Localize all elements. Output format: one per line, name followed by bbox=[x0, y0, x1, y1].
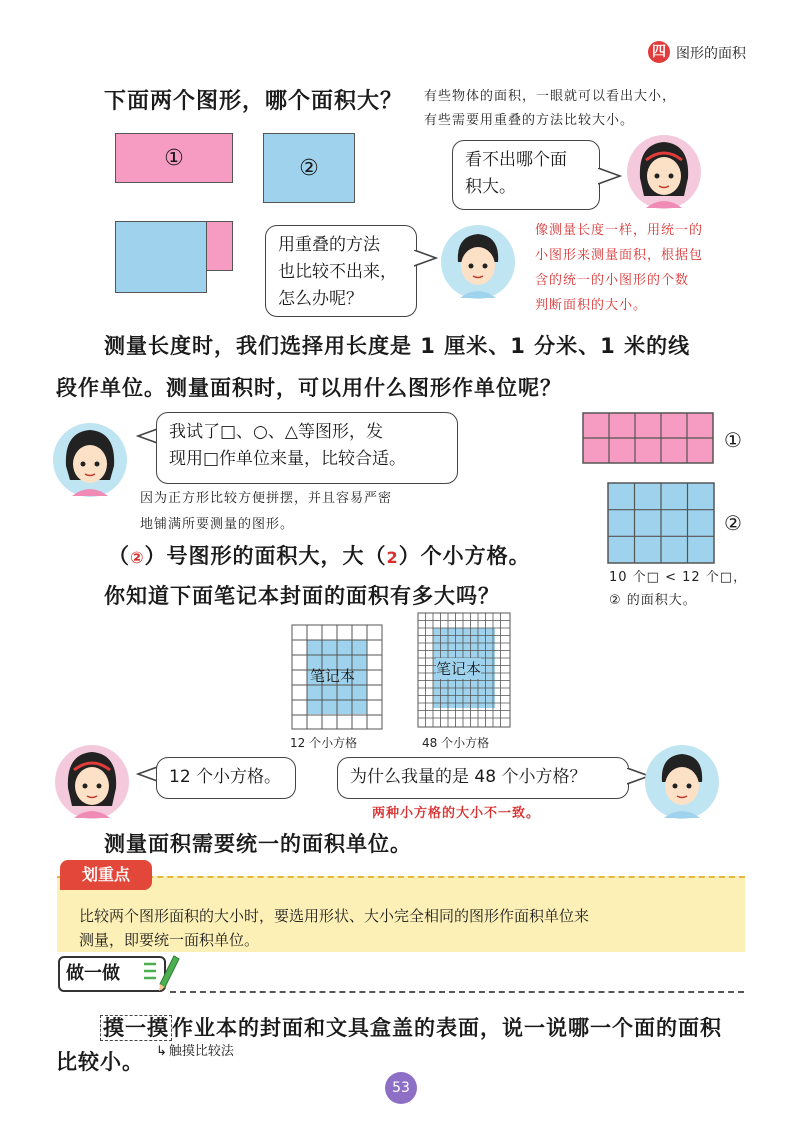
exercise-divider bbox=[170, 991, 744, 993]
grid-label-2: ② bbox=[724, 511, 742, 535]
note-different-size: 两种小方格的大小不一致。 bbox=[372, 806, 541, 821]
key-point-tag: 划重点 bbox=[60, 860, 152, 890]
key-point-box bbox=[57, 876, 745, 952]
notebook-label-1: 笔记本 bbox=[310, 667, 356, 685]
paragraph-area-units: 段作单位。测量面积时，可以用什么图形作单位呢？ bbox=[56, 376, 562, 400]
grid-label-1: ① bbox=[724, 428, 742, 452]
key-point-text: 比较两个图形面积的大小时，要选用形状、大小完全相同的图形作面积单位来 测量，即要统一面积单位。 bbox=[79, 907, 590, 949]
notebook-label-2: 笔记本 bbox=[436, 660, 482, 678]
pencil-icon bbox=[138, 950, 182, 994]
shape-1: ① bbox=[115, 133, 233, 183]
note-overlap: 有些物体的面积，一眼就可以看出大小， 有些需要用重叠的方法比较大小。 bbox=[424, 89, 677, 128]
note-unified-unit: 像测量长度一样，用统一的 小图形来测量面积，根据包 含的统一的小图形的个数 判断面积的大小。 bbox=[535, 223, 704, 313]
exercise-title: 做一做 bbox=[58, 956, 166, 992]
shape-2: ② bbox=[263, 133, 355, 203]
answer-shape: ② bbox=[130, 548, 145, 567]
girl-avatar-icon bbox=[54, 742, 130, 822]
speech-bubble-girl-2: 我试了□、○、△等图形，发 现用□作单位来量，比较合适。 bbox=[156, 412, 458, 484]
annotation-touch-compare: ↳ 触摸比较法 bbox=[156, 1044, 234, 1059]
girl-avatar-icon bbox=[626, 132, 702, 212]
bubble-tail bbox=[598, 168, 624, 188]
note-compare: 10 个□ < 12 个□， ② 的面积大。 bbox=[609, 570, 748, 608]
grid-figure-2 bbox=[607, 482, 715, 564]
overlap-shape-2 bbox=[115, 221, 207, 293]
touch-keyword: 摸一摸 bbox=[100, 1015, 172, 1041]
boy-avatar-icon bbox=[644, 742, 720, 822]
speech-bubble-boy-1: 用重叠的方法 也比较不出来， 怎么办呢？ bbox=[265, 225, 417, 317]
question-which-larger: 下面两个图形，哪个面积大？ bbox=[104, 89, 404, 114]
exercise-line-1: 摸一摸 作业本的封面和文具盒盖的表面，说一说哪一个面的面积 bbox=[100, 1012, 722, 1042]
conclusion: 测量面积需要统一的面积单位。 bbox=[104, 832, 412, 856]
chapter-title: 图形的面积 bbox=[676, 46, 746, 62]
speech-bubble-boy-3: 为什么我量的是 48 个小方格？ bbox=[337, 757, 629, 799]
note-square-reason: 因为正方形比较方便拼摆，并且容易严密 地铺满所要测量的图形。 bbox=[140, 491, 393, 532]
notebook-caption-2: 48 个小方格 bbox=[422, 736, 490, 750]
speech-bubble-girl-3: 12 个小方格。 bbox=[156, 757, 296, 799]
fill-sentence: （②）号图形的面积大，大（2）个小方格。 bbox=[108, 544, 531, 568]
exercise-line-2: 比较小。 bbox=[56, 1050, 144, 1074]
chapter-badge: 四 bbox=[648, 41, 670, 63]
paragraph-length-units: 测量长度时，我们选择用长度是 1 厘米、1 分米、1 米的线 bbox=[104, 334, 691, 358]
grid-figure-1 bbox=[582, 412, 714, 464]
answer-count: 2 bbox=[386, 548, 399, 567]
bubble-tail bbox=[414, 250, 440, 270]
speech-bubble-girl-1: 看不出哪个面 积大。 bbox=[452, 140, 600, 210]
page-number: 53 bbox=[385, 1072, 417, 1104]
boy-avatar-icon bbox=[440, 222, 516, 302]
question-notebook: 你知道下面笔记本封面的面积有多大吗？ bbox=[104, 584, 500, 608]
notebook-caption-1: 12 个小方格 bbox=[290, 736, 358, 750]
girl-avatar-icon bbox=[52, 420, 128, 500]
